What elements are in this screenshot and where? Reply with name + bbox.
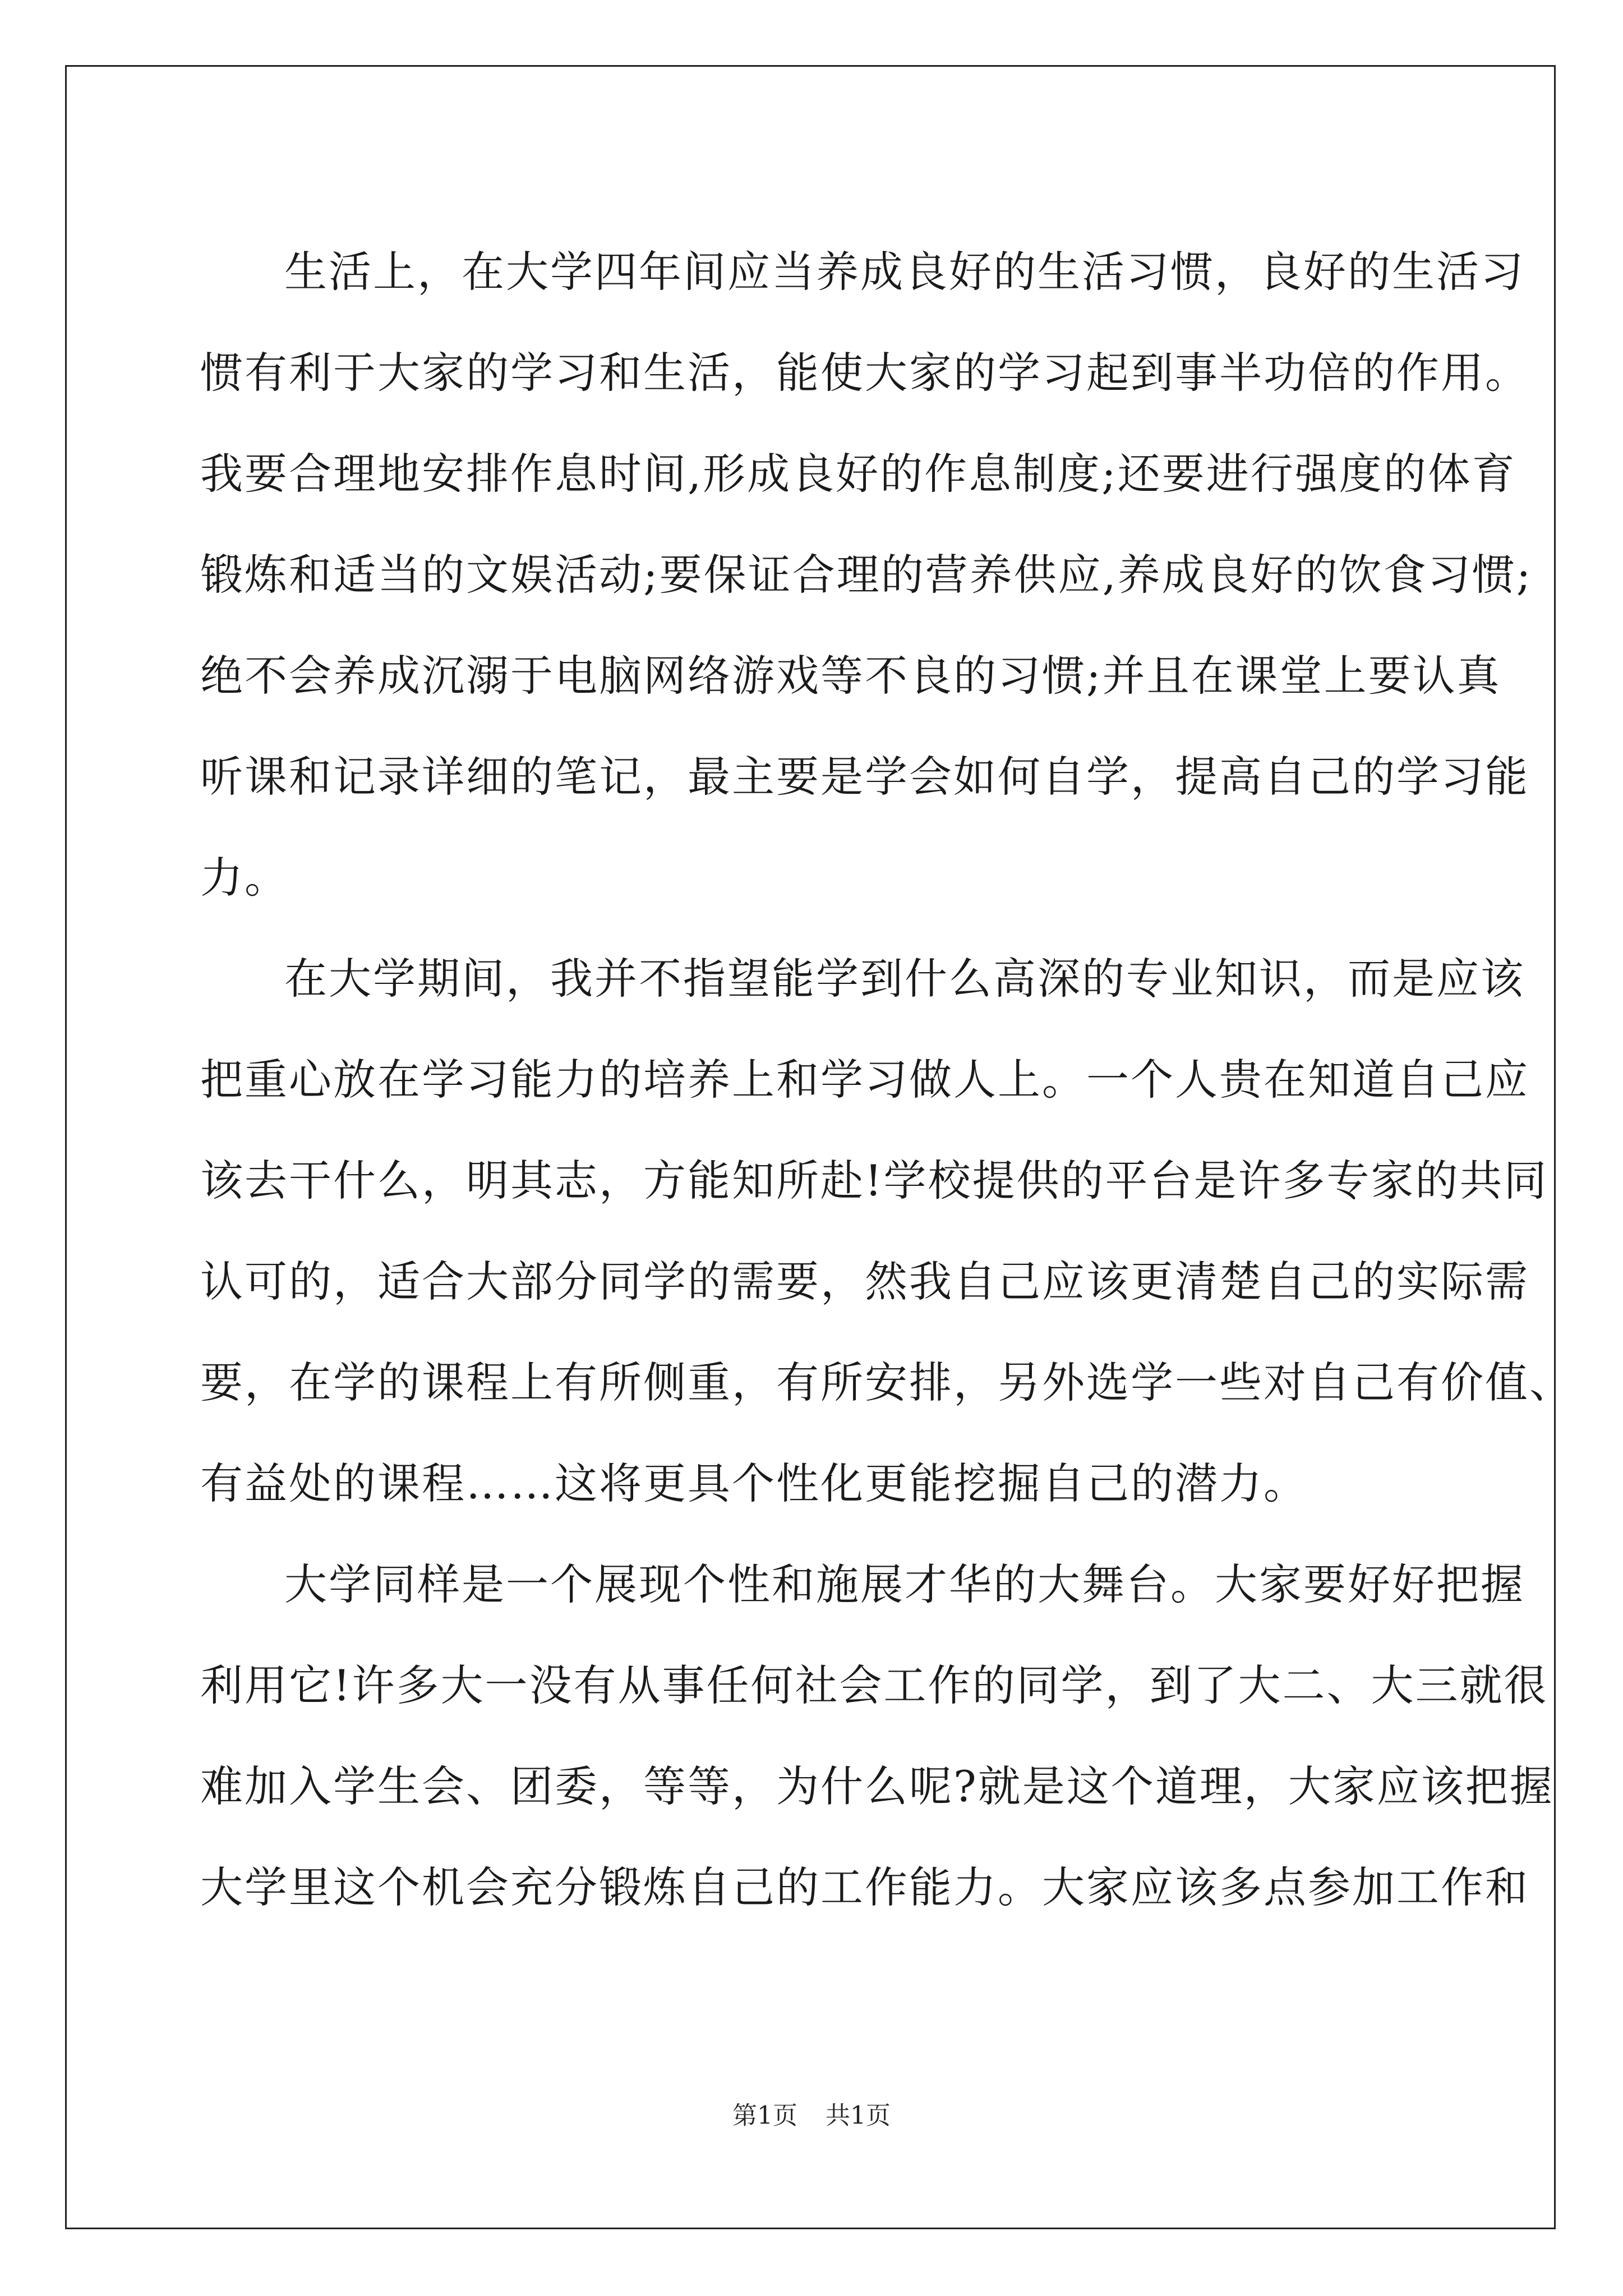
paragraph-2-line-4: 认可的，适合大部分同学的需要，然我自己应该更清楚自己的实际需 (200, 1257, 1529, 1306)
paragraph-3-line-3: 难加入学生会、团委，等等，为什么呢?就是这个道理，大家应该把握 (200, 1761, 1554, 1811)
paragraph-1-line-6: 听课和记录详细的笔记，最主要是学会如何自学，提高自己的学习能 (200, 752, 1529, 802)
paragraph-1-line-2: 惯有利于大家的学习和生活，能使大家的学习起到事半功倍的作用。 (200, 348, 1529, 398)
paragraph-2-line-6: 有益处的课程……这将更具个性化更能挖掘自己的潜力。 (200, 1458, 1308, 1508)
paragraph-1-line-7: 力。 (200, 853, 289, 903)
paragraph-3-line-1: 大学同样是一个展现个性和施展才华的大舞台。大家要好好把握 (284, 1559, 1525, 1609)
paragraph-2-line-5: 要，在学的课程上有所侧重，有所安排，另外选学一些对自己有价值、 (200, 1358, 1574, 1407)
paragraph-1-line-1: 生活上，在大学四年间应当养成良好的生活习惯，良好的生活习 (284, 247, 1525, 297)
paragraph-3-line-2: 利用它!许多大一没有从事任何社会工作的同学，到了大二、大三就很 (200, 1660, 1548, 1710)
paragraph-1-line-4: 锻炼和适当的文娱活动;要保证合理的营养供应,养成良好的饮食习惯; (200, 550, 1533, 600)
paragraph-2-line-1: 在大学期间，我并不指望能学到什么高深的专业知识，而是应该 (284, 954, 1525, 1004)
document-body (200, 222, 1574, 1938)
page-number: 第1页 (732, 2101, 797, 2130)
paragraph-1-line-5: 绝不会养成沉溺于电脑网络游戏等不良的习惯;并且在课堂上要认真 (200, 651, 1501, 701)
paragraph-2-line-3: 该去干什么，明其志，方能知所赴!学校提供的平台是许多专家的共同 (200, 1156, 1548, 1205)
page-footer (0, 2095, 1623, 2131)
paragraph-1-line-3: 我要合理地安排作息时间,形成良好的作息制度;还要进行强度的体育 (200, 449, 1516, 499)
paragraph-2-line-2: 把重心放在学习能力的培养上和学习做人上。一个人贵在知道自己应 (200, 1055, 1529, 1105)
page-total: 共1页 (826, 2101, 891, 2130)
paragraph-3-line-4: 大学里这个机会充分锻炼自己的工作能力。大家应该多点参加工作和 (200, 1862, 1529, 1912)
